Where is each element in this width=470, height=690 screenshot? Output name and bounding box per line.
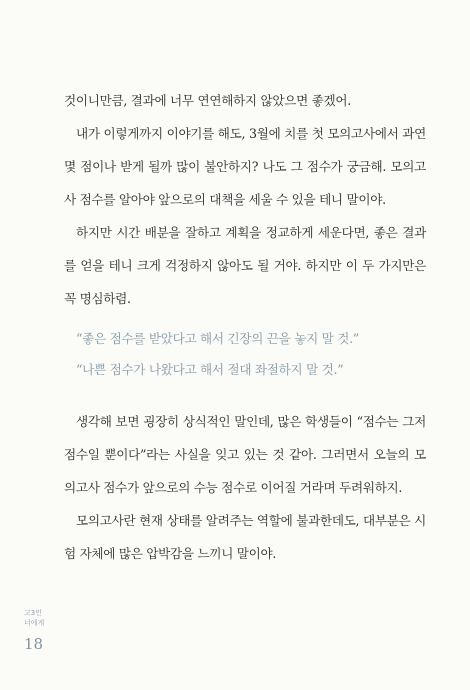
quote-2: “나쁜 점수가 나왔다고 해서 절대 좌절하지 말 것.” [76, 362, 344, 377]
paragraph-3: 하지만 시간 배분을 잘하고 계획을 정교하게 세운다면, 좋은 결과를 얻을 테니 크게 걱정하지 않아도 될 거야. 하지만 이 두 가지만은 꼭 명심하렴. [64, 225, 426, 306]
paragraph-4: 생각해 보면 굉장히 상식적인 말인데, 많은 학생들이 “점수는 그저 점수일 뿐이다”라는 사실을 잊고 있는 것 같아. 그러면서 오늘의 모의고사 점수가 앞으로의 수능 점수로 이어질 거라며 두려워하지. [64, 414, 426, 495]
quote-1: “좋은 점수를 받았다고 해서 긴장의 끈을 놓지 말 것.” [76, 331, 359, 346]
series-title-line-1: 고3인 [24, 609, 42, 617]
page-number: 18 [24, 635, 44, 653]
paragraph-2: 내가 이렇게까지 이야기를 해도, 3월에 치를 첫 모의고사에서 과연 몇 점이나 받게 될까 많이 불안하지? 나도 그 점수가 궁금해. 모의고사 점수를 알아야 앞으로의 대책을 세울 수 있을 테니 말이야. [64, 126, 426, 207]
page-footer [24, 608, 54, 654]
paragraph-5: 모의고사란 현재 상태를 알려주는 역할에 불과한데도, 대부분은 시험 자체에 많은 압박감을 느끼니 말이야. [64, 513, 426, 561]
paragraph-1: 것이니만큼, 결과에 너무 연연해하지 않았으면 좋겠어. [64, 93, 351, 108]
series-title-line-2: 너에게 [24, 619, 45, 627]
